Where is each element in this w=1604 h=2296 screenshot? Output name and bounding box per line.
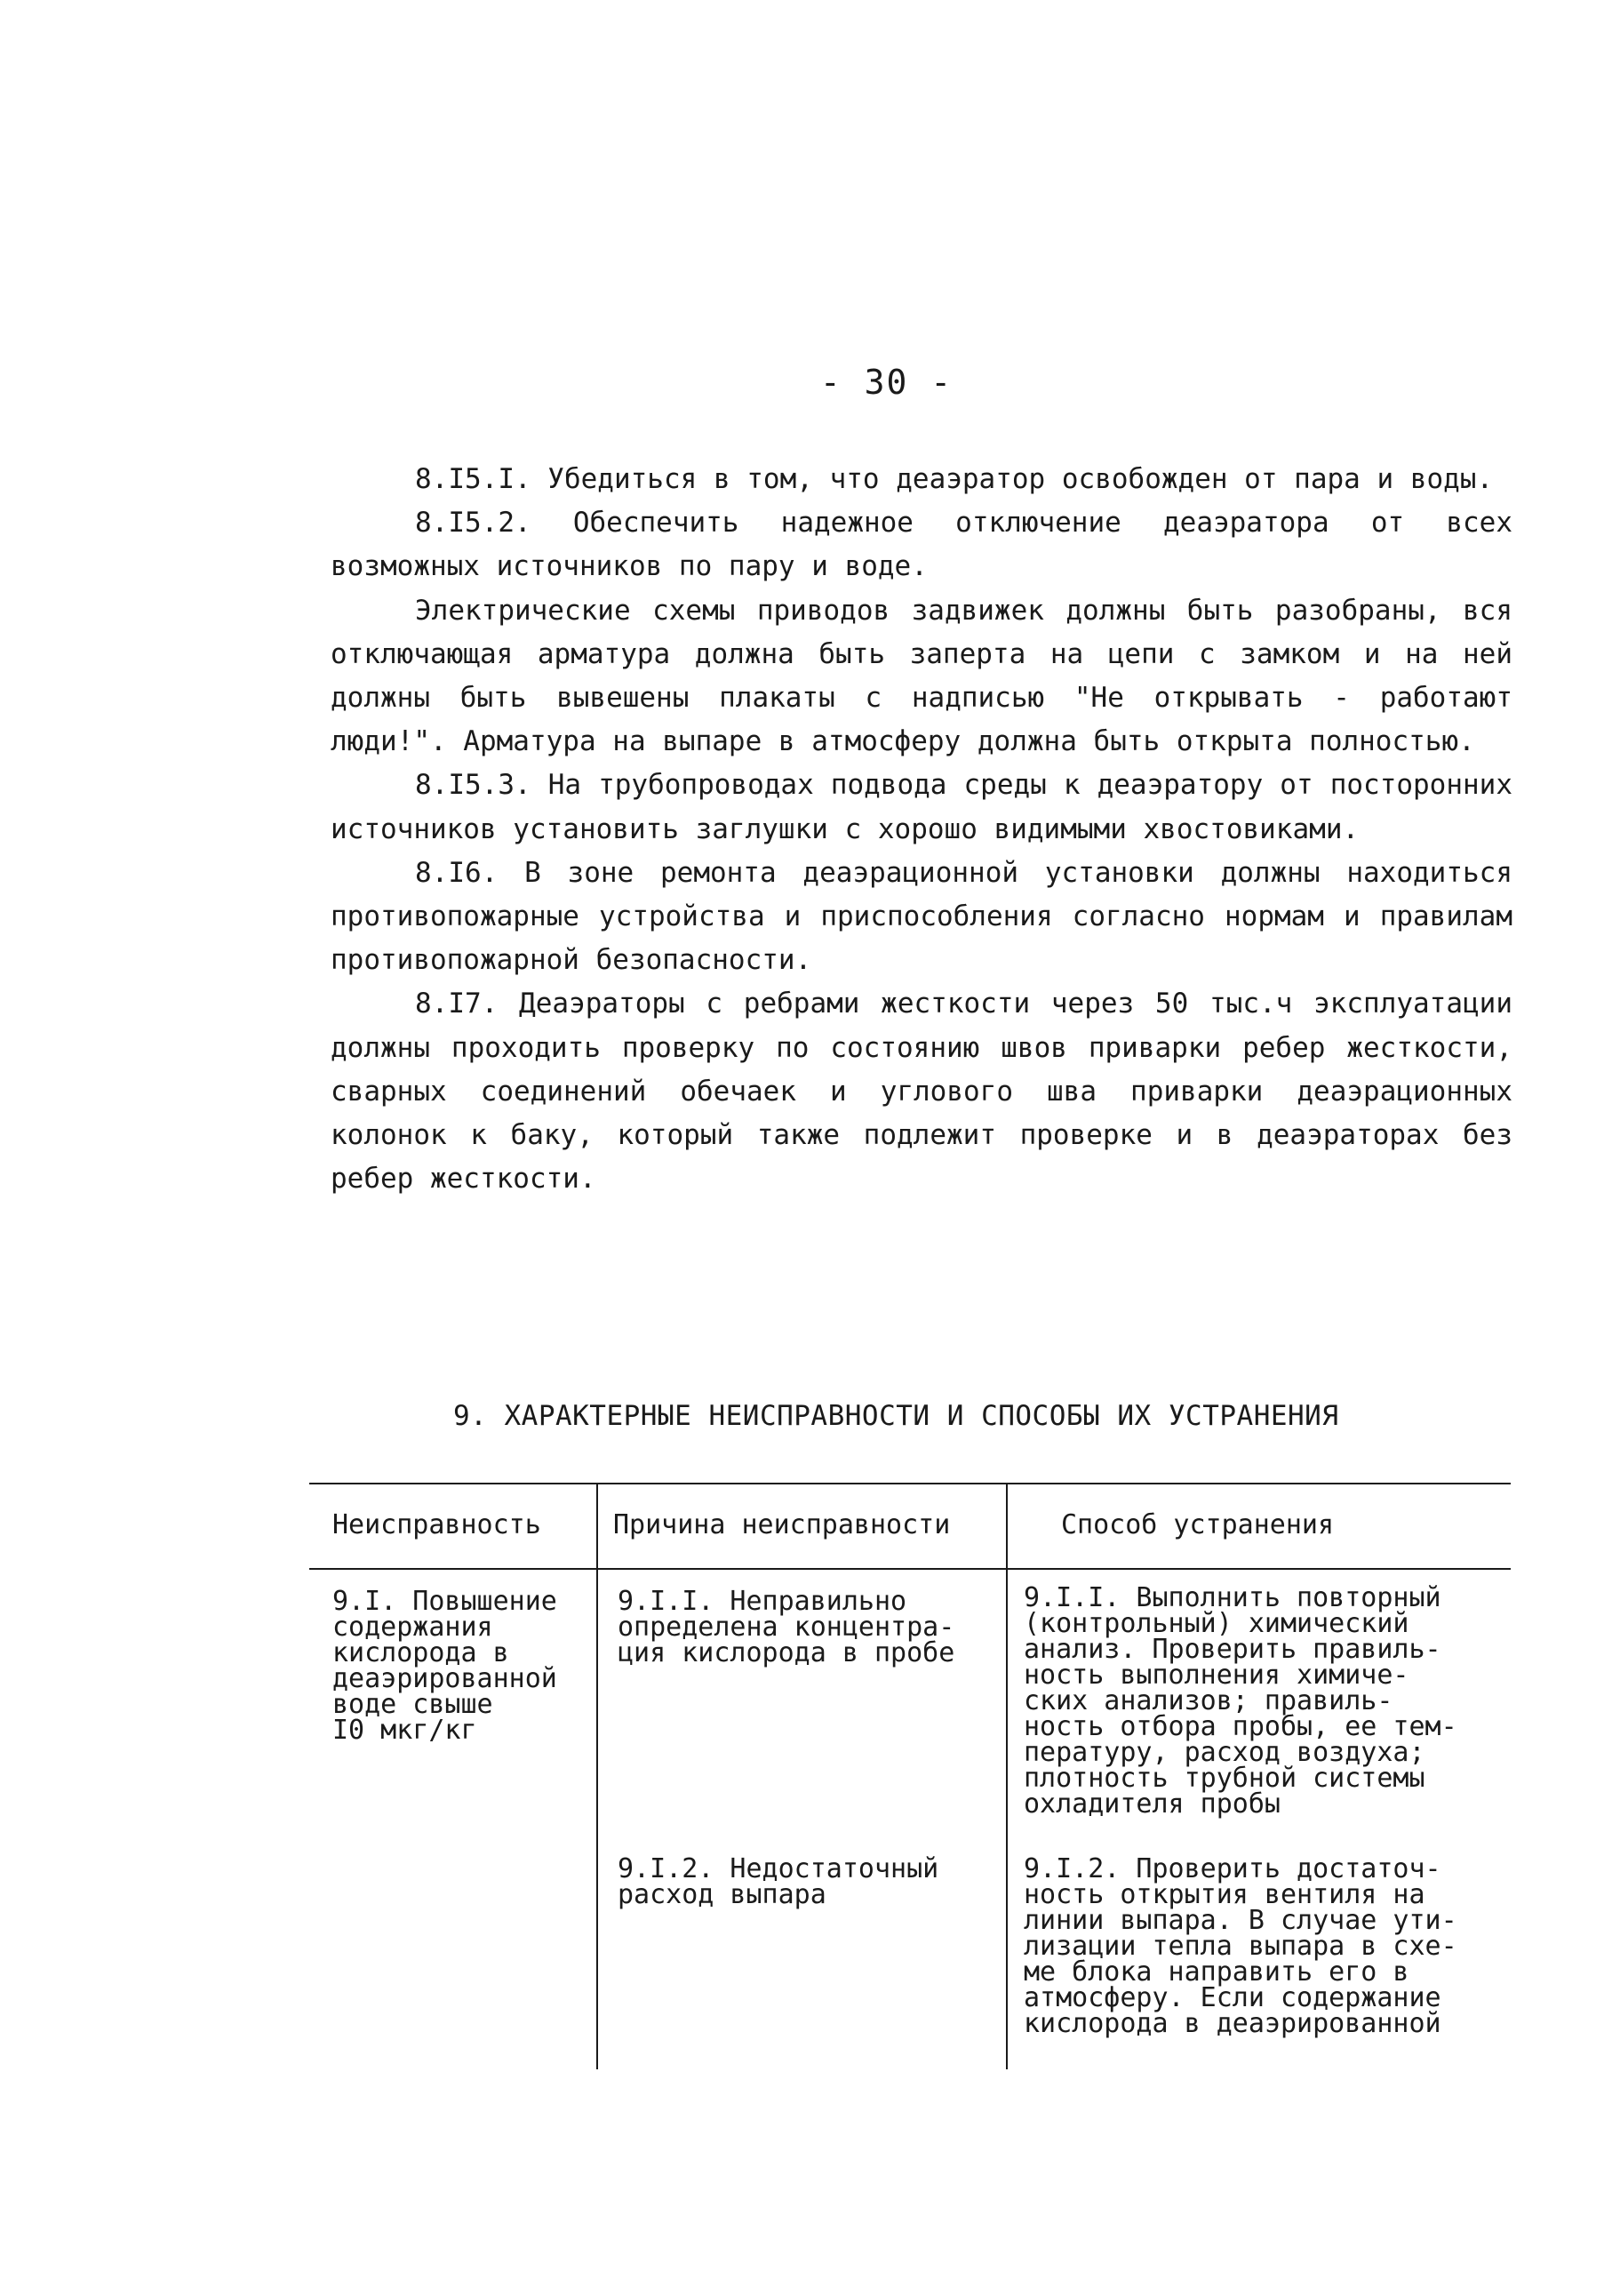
table-header-rule	[309, 1568, 1511, 1570]
table-top-rule	[309, 1483, 1511, 1484]
paragraph-8-15-2: 8.I5.2. Обеспечить надежное отключение деаэратора от всех возможных источников по пару и воде.	[331, 507, 1512, 583]
header-cause: Причина неисправности	[613, 1509, 951, 1540]
table-column-divider	[1006, 1483, 1008, 2069]
cell-remedy: 9.I.2. Проверить достаточ- ность открытия вентиля на линии выпара. В случае ути- лизации тепла выпара в схе- ме блока направить его в атмосферу. Если содержание кислорода в деаэрированной	[1024, 1853, 1457, 2039]
page-number: - 30 -	[819, 363, 954, 402]
header-remedy: Способ устранения	[1061, 1509, 1335, 1540]
faults-table	[309, 1483, 1511, 2069]
paragraph-8-16: 8.I6. В зоне ремонта деаэрационной установки должны находиться противопожарные устройства и приспособления согласно нормам и правилам противопожарной безопасности.	[331, 856, 1512, 977]
cell-remedy: 9.I.I. Выполнить повторный (контрольный) химический анализ. Проверить правиль- ность выполнения химиче- ских анализов; правиль- ность отбора пробы, ее тем- пературу, расход воздуха; плотность трубной системы охладителя пробы	[1024, 1582, 1457, 1820]
paragraph-8-15-1: 8.I5.I. Убедиться в том, что деаэратор освобожден от пара и воды.	[415, 463, 1494, 495]
paragraph-8-17: 8.I7. Деаэраторы с ребрами жесткости через 50 тыс.ч эксплуатации должны проходить проверку по состоянию швов приварки ребер жесткости, сварных соединений обечаек и углового шва приварки деаэрационных колонок к баку, который также подлежит проверке и в деаэраторах без ребер жесткости.	[331, 988, 1512, 1196]
table-column-divider	[596, 1483, 598, 2069]
header-fault: Неисправность	[332, 1509, 541, 1540]
section-title: 9. ХАРАКТЕРНЫЕ НЕИСПРАВНОСТИ И СПОСОБЫ ИХ УСТРАНЕНИЯ	[453, 1400, 1339, 1432]
paragraph-8-15-3: 8.I5.3. На трубопроводах подвода среды к деаэратору от посторонних источников установить заглушки с хорошо видимыми хвостовиками.	[331, 769, 1512, 845]
cell-cause: 9.I.I. Неправильно определена концентра- ция кислорода в пробе	[618, 1586, 955, 1668]
cell-fault: 9.I. Повышение содержания кислорода в деаэрированной воде свыше I0 мкг/кг	[332, 1586, 557, 1746]
paragraph-electrical-schemes: Электрические схемы приводов задвижек должны быть разобраны, вся отключающая арматура должна быть заперта на цепи с замком и на ней должны быть вывешены плакаты с надписью "Не открывать - работают люди!". Арматура на выпаре в атмосферу должна быть открыта полностью.	[331, 594, 1512, 758]
body-text	[331, 458, 1512, 1201]
cell-cause: 9.I.2. Недостаточный расход выпара	[618, 1853, 939, 1910]
